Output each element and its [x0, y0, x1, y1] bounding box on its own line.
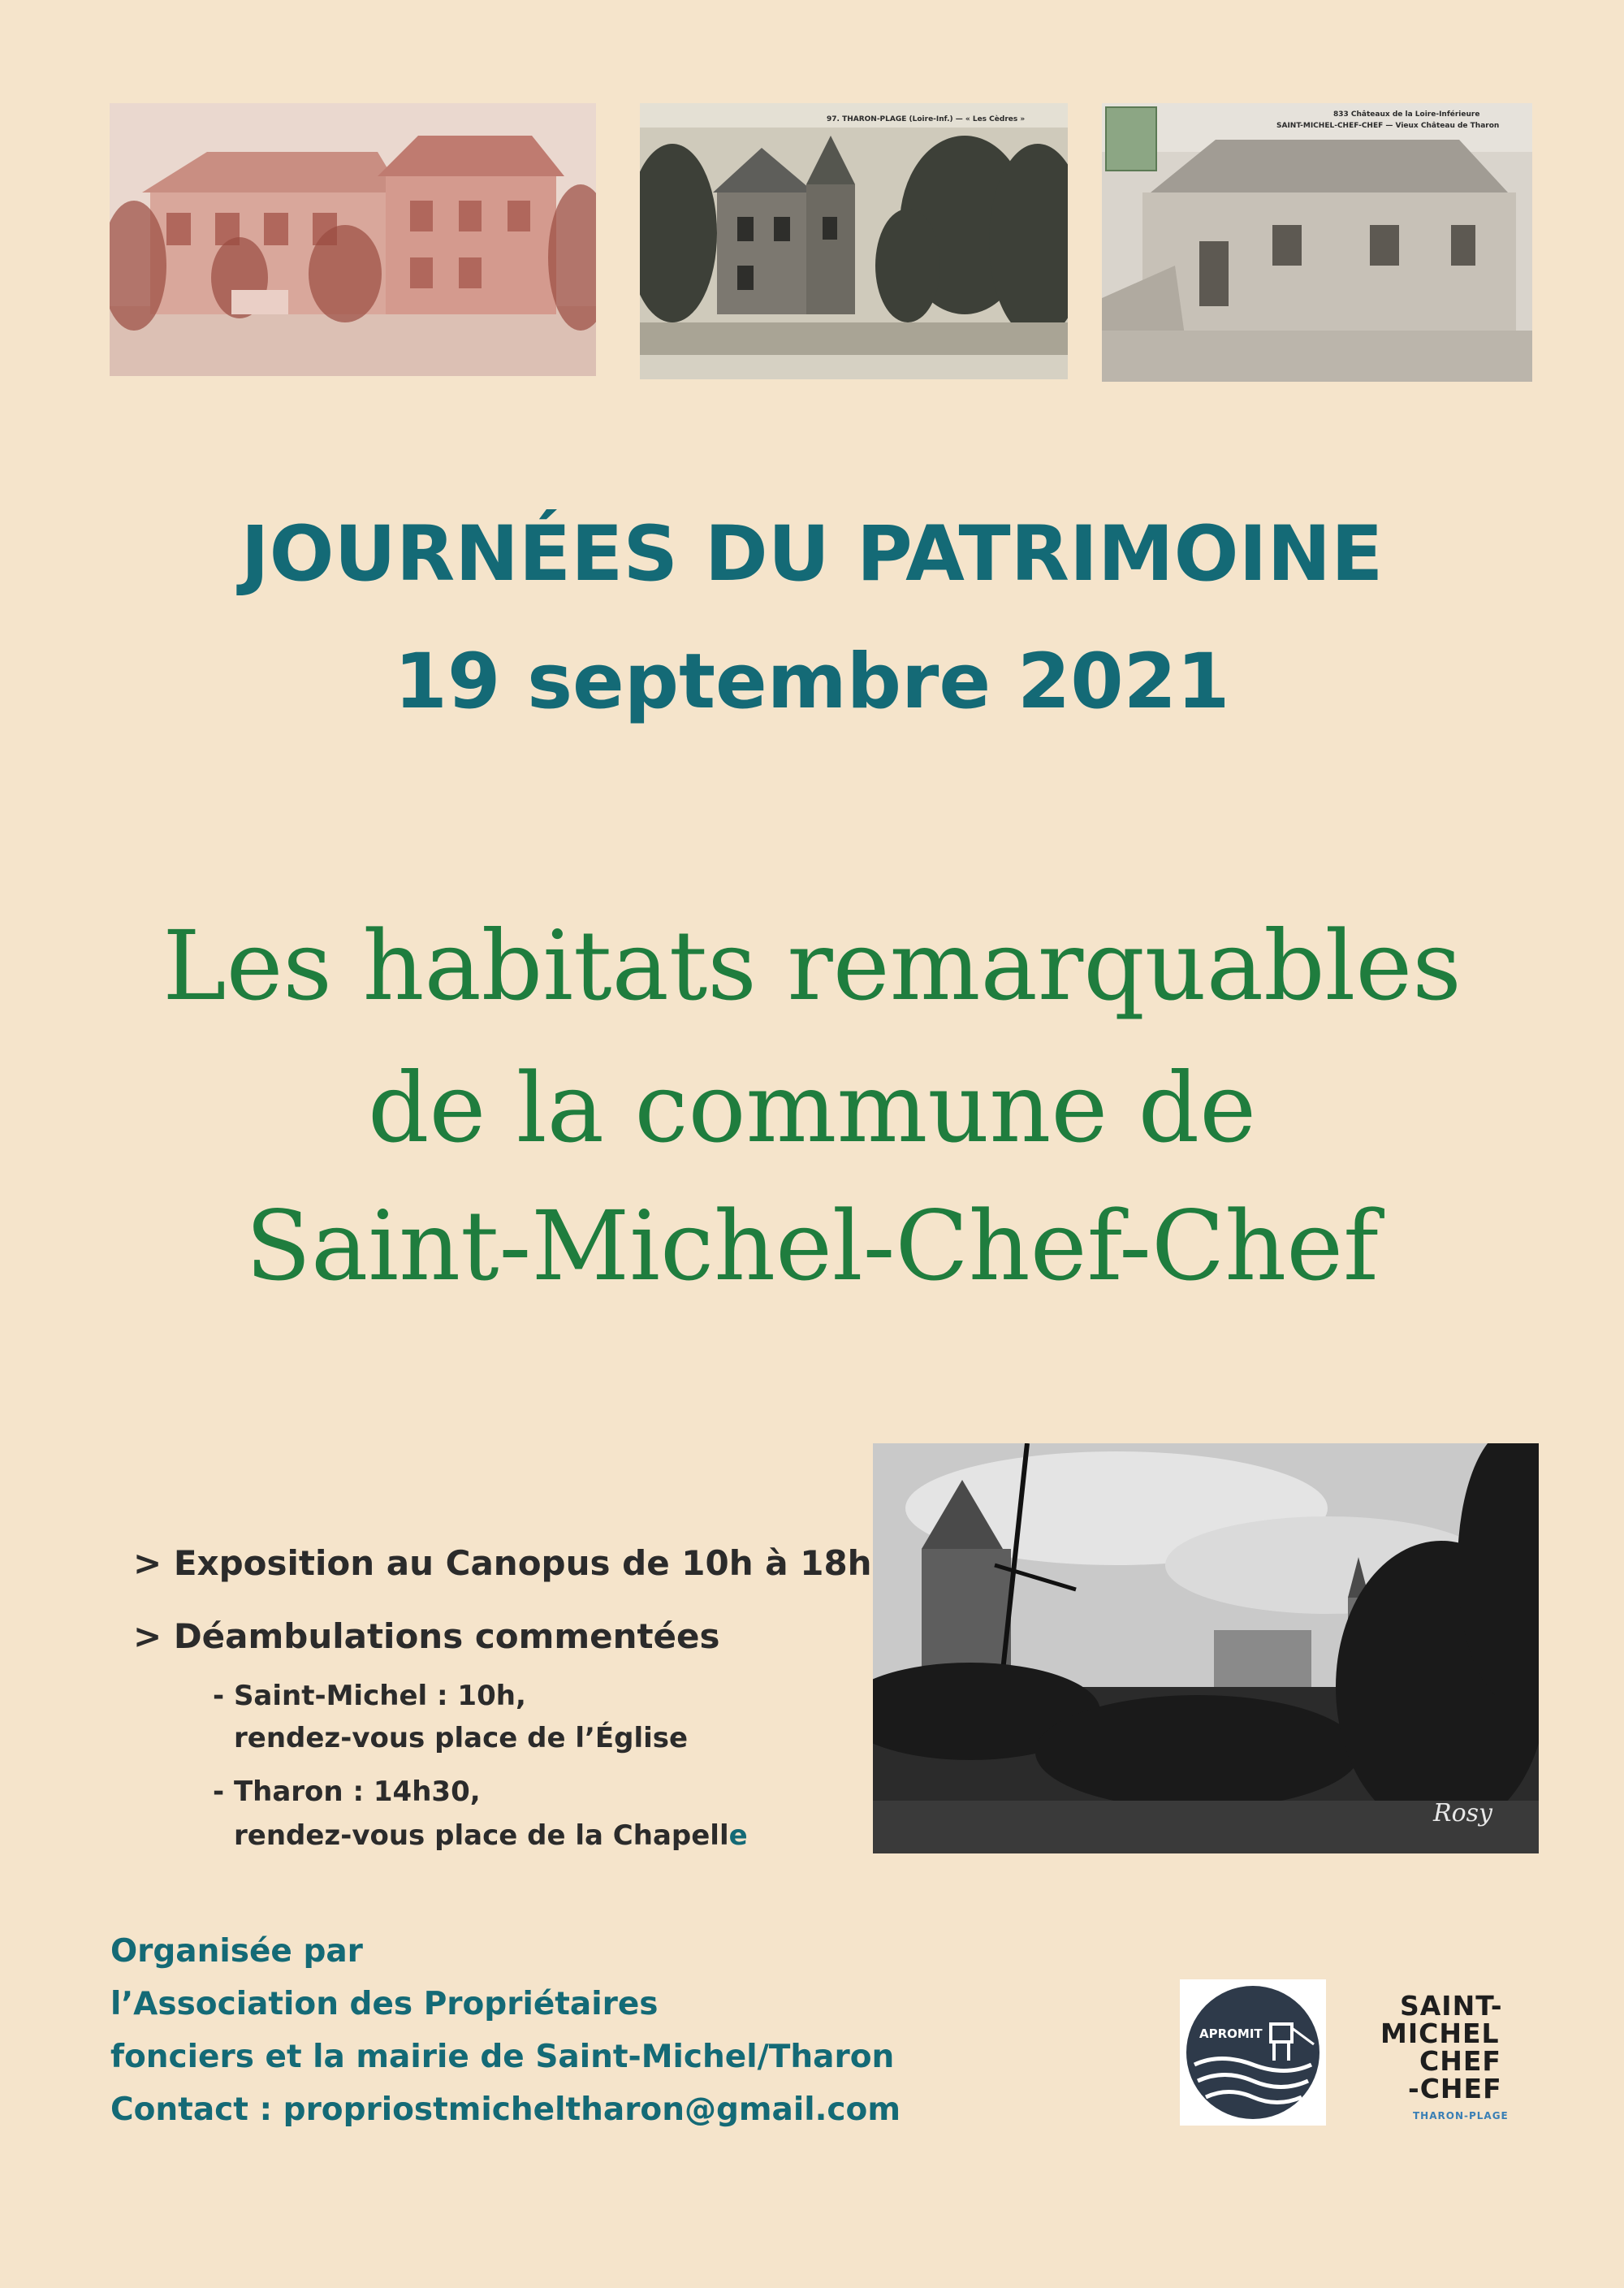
apromit-logo — [1180, 1979, 1326, 2126]
program-saint-michel-place: rendez-vous place de l’Église — [234, 1722, 689, 1754]
main-title-line-1: Les habitats remarquables — [162, 910, 1462, 1022]
main-title-line-3: Saint-Michel-Chef-Chef — [245, 1190, 1379, 1302]
photo-manor-drawing — [110, 103, 596, 376]
smcc-logo-line-2: MICHEL — [1380, 2018, 1500, 2049]
organizer-line-1: Organisée par — [110, 1933, 363, 1970]
main-title-line-2: de la commune de — [367, 1052, 1257, 1164]
photo-windmill-church — [873, 1443, 1539, 1853]
photo-3-caption-line2: SAINT-MICHEL-CHEF-CHEF — Vieux Château de Tharon — [1276, 122, 1500, 130]
smcc-logo-line-4: -CHEF — [1408, 2073, 1502, 2104]
event-title: JOURNÉES DU PATRIMOINE — [240, 510, 1384, 599]
program-exposition: > Exposition au Canopus de 10h à 18h — [133, 1543, 872, 1583]
smcc-logo-line-1: SAINT- — [1400, 1990, 1503, 2022]
apromit-logo-text: APROMIT — [1199, 2026, 1263, 2041]
photo-vieux-chateau-postcard — [1102, 103, 1532, 382]
program-tharon-place-main: rendez-vous place de la Chapell — [234, 1819, 729, 1852]
photo-2-caption: 97. THARON-PLAGE (Loire-Inf.) — « Les Cèdres » — [827, 115, 1026, 123]
photo-les-cedres-postcard — [640, 103, 1068, 379]
organizer-line-3: fonciers et la mairie de Saint-Michel/Tharon — [110, 2039, 895, 2075]
program-saint-michel-time: - Saint-Michel : 10h, — [213, 1680, 526, 1712]
program-tharon-place — [234, 1819, 748, 1852]
organizer-contact: Contact : propriostmicheltharon@gmail.com — [110, 2091, 901, 2128]
photo-3-caption-line1: 833 Châteaux de la Loire-Inférieure — [1333, 110, 1480, 119]
organizer-line-2: l’Association des Propriétaires — [110, 1986, 659, 2022]
program-tharon-place-last: e — [728, 1819, 748, 1852]
program-deambulations: > Déambulations commentées — [133, 1616, 720, 1656]
saint-michel-chef-chef-logo — [1380, 1990, 1535, 2132]
photo-4-signature: Rosy — [1433, 1799, 1492, 1827]
smcc-logo-tharon-plage: THARON-PLAGE — [1413, 2110, 1509, 2121]
smcc-logo-line-3: CHEF — [1419, 2045, 1501, 2077]
event-date: 19 septembre 2021 — [394, 638, 1230, 726]
program-tharon-time: - Tharon : 14h30, — [213, 1775, 481, 1808]
postage-stamp-icon — [1106, 107, 1156, 171]
